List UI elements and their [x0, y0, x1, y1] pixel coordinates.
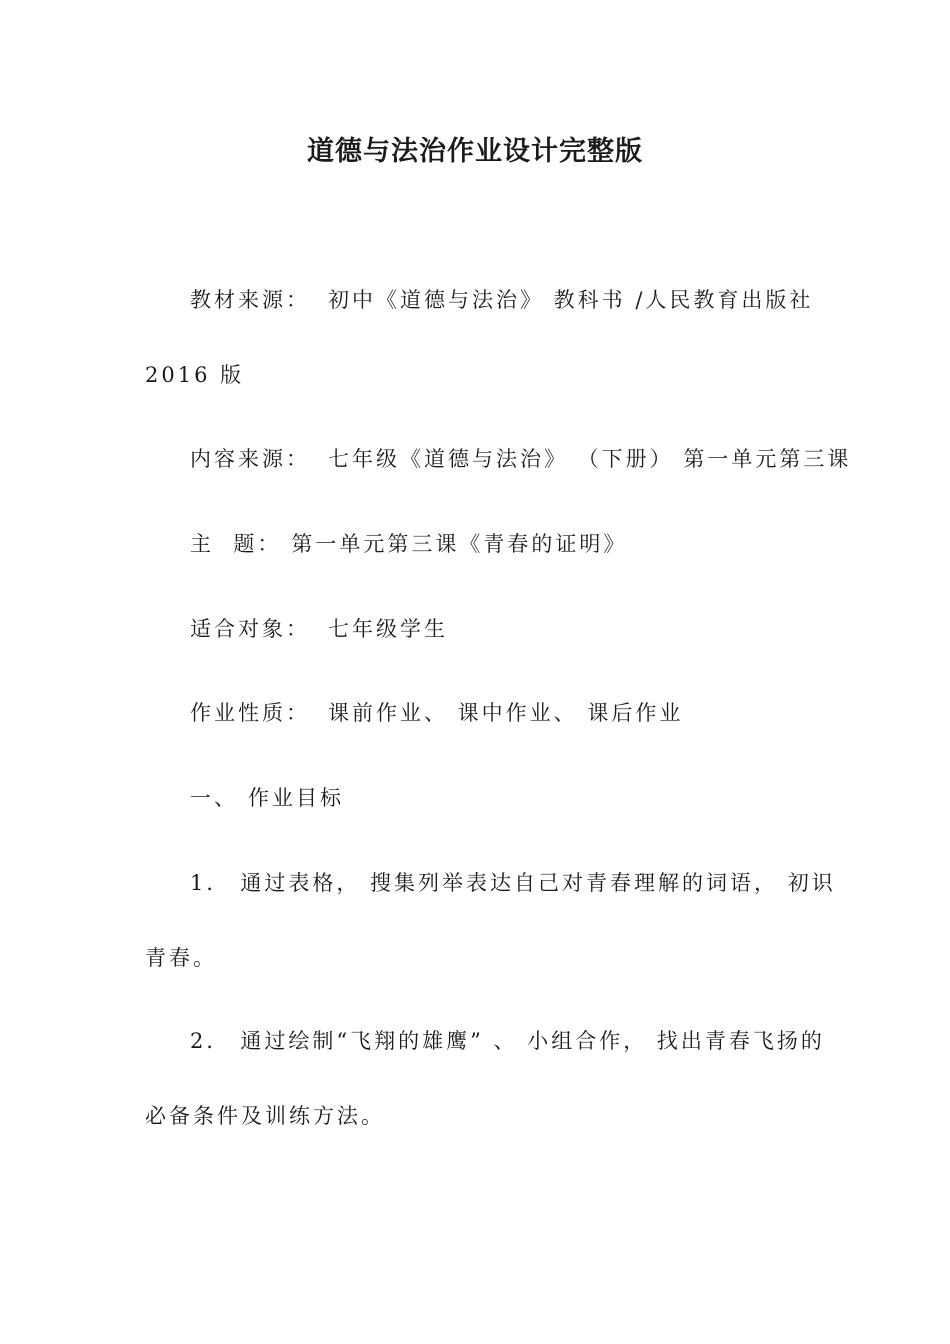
goal-item-2: [190, 1026, 825, 1056]
goal-2-continuation: 必备条件及训练方法。: [145, 1104, 385, 1128]
textbook-source-label: 教材来源：: [190, 288, 310, 312]
assignment-nature-value: 课前作业、 课中作业、 课后作业: [328, 701, 684, 725]
textbook-source-line: [190, 285, 813, 315]
goal-item-1: [190, 868, 836, 898]
textbook-source-value: 初中《道德与法治》 教科书 /人民教育出版社: [328, 288, 814, 312]
section-number: 一、: [190, 786, 238, 810]
goal-1-continuation: 青春。: [145, 946, 217, 970]
document-title: 道德与法治作业设计完整版: [307, 136, 643, 167]
content-source-value: 七年级《道德与法治》 （下册） 第一单元第三课: [328, 447, 852, 471]
section-heading-goals: [190, 783, 344, 813]
topic-value: 第一单元第三课《青春的证明》: [291, 532, 628, 556]
content-source-line: [190, 444, 851, 474]
goal-2-number: 2．: [190, 1029, 231, 1053]
topic-line: [190, 529, 627, 559]
section-title: 作业目标: [248, 786, 344, 810]
assignment-nature-label: 作业性质：: [190, 701, 310, 725]
goal-1-number: 1．: [190, 871, 231, 895]
goal-2-text: 通过绘制“飞翔的雄鹰” 、 小组合作， 找出青春飞扬的: [240, 1029, 825, 1053]
audience-value: 七年级学生: [328, 617, 448, 641]
goal-1-text: 通过表格， 搜集列举表达自己对青春理解的词语， 初识: [240, 871, 836, 895]
audience-line: [190, 614, 448, 644]
assignment-nature-line: [190, 698, 683, 728]
audience-label: 适合对象：: [190, 617, 310, 641]
content-source-label: 内容来源：: [190, 447, 310, 471]
topic-label: 主 题：: [190, 532, 282, 556]
textbook-source-continuation: 2016 版: [145, 363, 245, 387]
